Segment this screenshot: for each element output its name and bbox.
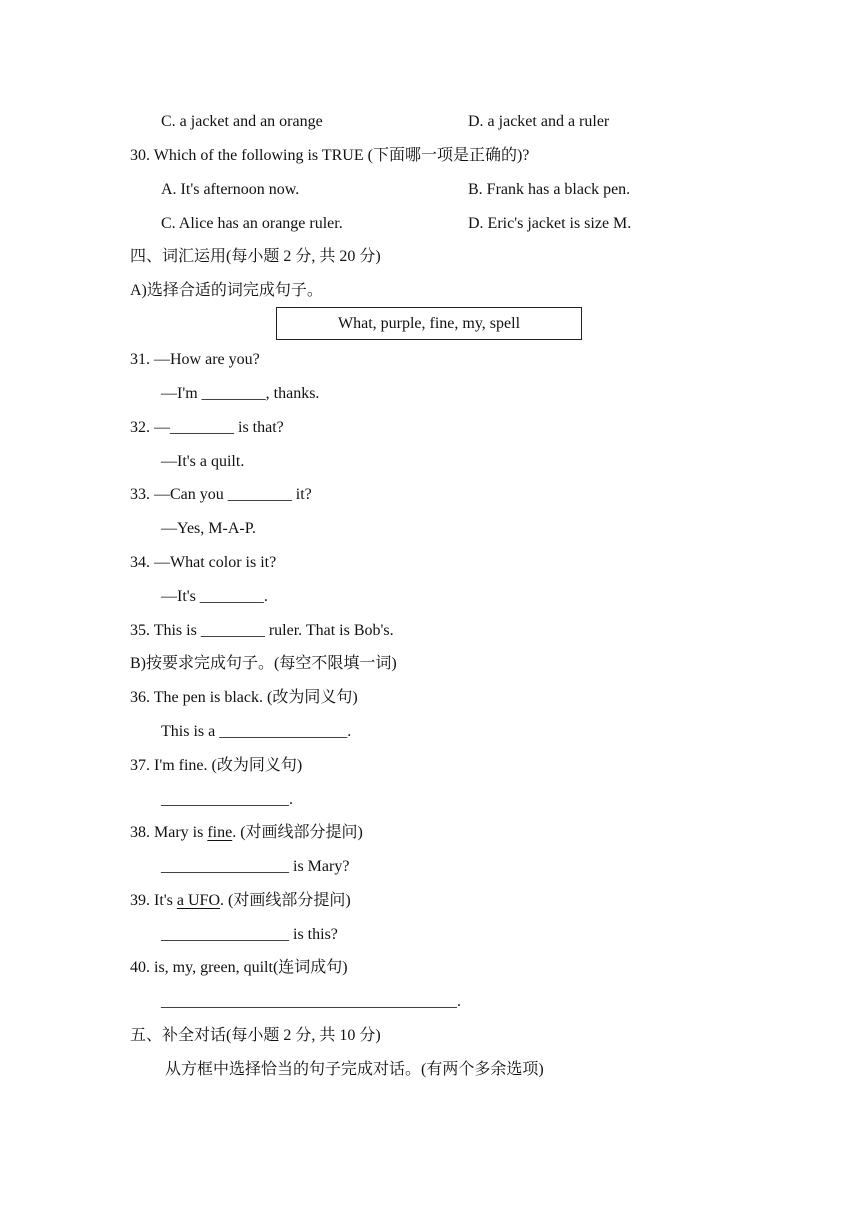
question-39 xyxy=(130,891,351,911)
word-bank-box xyxy=(276,307,582,340)
part-b-instruction: B)按要求完成句子。(每空不限填一词) xyxy=(130,655,397,672)
question-40: 40. is, my, green, quilt(连词成句) xyxy=(130,959,348,976)
part-a-instruction: A)选择合适的词完成句子。 xyxy=(130,282,323,299)
section-heading: 五、补全对话(每小题 2 分, 共 10 分) xyxy=(130,1027,381,1044)
question-38-suffix: . (对画线部分提问) xyxy=(232,824,363,841)
answer-line-40: _____________________________________. xyxy=(161,993,461,1010)
option-b: B. Frank has a black pen. xyxy=(468,181,631,198)
answer-line-31: —I'm ________, thanks. xyxy=(161,385,320,402)
question-30: 30. Which of the following is TRUE (下面哪一项是正确的)? xyxy=(130,147,530,164)
underlined-word: fine xyxy=(207,824,233,841)
question-39-prefix: 39. It's xyxy=(130,892,177,909)
question-38 xyxy=(130,823,363,843)
option-c: C. Alice has an orange ruler. xyxy=(161,215,343,232)
answer-line-32: —It's a quilt. xyxy=(161,453,245,470)
option-d: D. a jacket and a ruler xyxy=(468,113,610,130)
answer-line-38: ________________ is Mary? xyxy=(161,858,350,875)
question-31: 31. —How are you? xyxy=(130,351,260,368)
option-c: C. a jacket and an orange xyxy=(161,113,323,130)
answer-line-39: ________________ is this? xyxy=(161,926,338,943)
underlined-phrase: a UFO xyxy=(176,892,220,909)
section-instruction: 从方框中选择恰当的句子完成对话。(有两个多余选项) xyxy=(165,1061,544,1078)
question-38-prefix: 38. Mary is xyxy=(130,824,208,841)
question-37: 37. I'm fine. (改为同义句) xyxy=(130,757,303,774)
question-36: 36. The pen is black. (改为同义句) xyxy=(130,689,358,706)
section-heading: 四、词汇运用(每小题 2 分, 共 20 分) xyxy=(130,248,381,265)
question-35: 35. This is ________ ruler. That is Bob's. xyxy=(130,622,394,639)
option-a: A. It's afternoon now. xyxy=(161,181,300,198)
answer-line-33: —Yes, M-A-P. xyxy=(161,520,256,537)
word-bank-text: What, purple, fine, my, spell xyxy=(337,314,521,332)
answer-line-36: This is a ________________. xyxy=(161,723,352,740)
question-33: 33. —Can you ________ it? xyxy=(130,486,312,503)
question-39-suffix: . (对画线部分提问) xyxy=(220,892,351,909)
option-d: D. Eric's jacket is size M. xyxy=(468,215,632,232)
question-32: 32. —________ is that? xyxy=(130,419,284,436)
answer-line-37: ________________. xyxy=(161,791,293,808)
answer-line-34: —It's ________. xyxy=(161,588,268,605)
question-34: 34. —What color is it? xyxy=(130,554,277,571)
